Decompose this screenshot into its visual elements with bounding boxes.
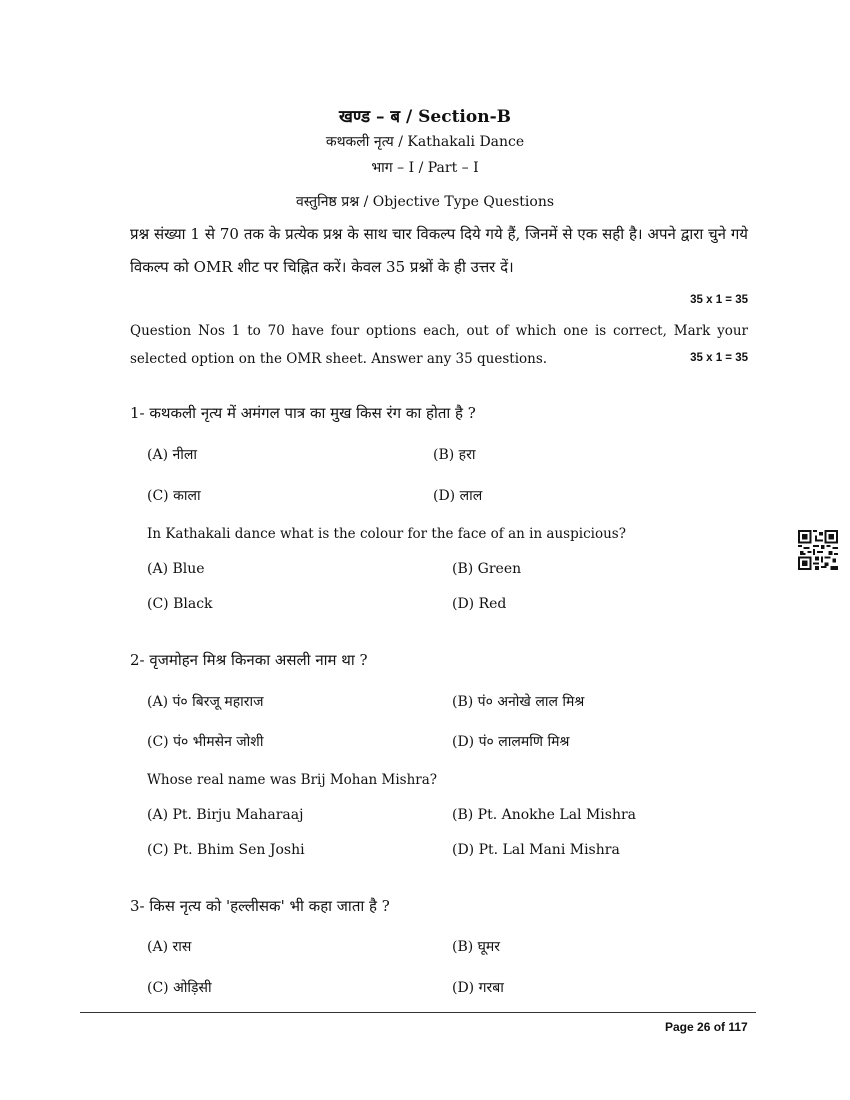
page-number: Page 26 of 117	[665, 1020, 748, 1034]
q2-hi-option-a: (A) पं० बिरजू महाराज	[147, 694, 264, 710]
q2-en-option-c: (C) Pt. Bhim Sen Joshi	[147, 842, 305, 858]
q1-en-option-a: (A) Blue	[147, 561, 205, 577]
section-title: खण्ड – ब / Section-B	[338, 107, 512, 127]
q1-en-option-d: (D) Red	[452, 596, 507, 612]
q2-en-option-b: (B) Pt. Anokhe Lal Mishra	[452, 807, 637, 823]
q3-hi-option-d: (D) गरबा	[452, 980, 504, 996]
q1-hi-option-d: (D) लाल	[433, 488, 483, 504]
marks-hindi: 35 x 1 = 35	[690, 294, 748, 306]
footer-divider	[80, 1012, 756, 1013]
part-title: भाग – I / Part – I	[371, 160, 479, 176]
q1-en-option-b: (B) Green	[452, 561, 522, 577]
q1-en-option-c: (C) Black	[147, 596, 213, 612]
q1-hi-option-a: (A) नीला	[147, 447, 197, 463]
instructions-hindi: प्रश्न संख्या 1 से 70 तक के प्रत्येक प्रश्न के साथ चार विकल्प दिये गये हैं, जिनमें से एक सही है। अपने द्वारा चुने गये विकल्प को OMR शीट पर चिह्नित करें। केवल 35 प्रश्नों के ही उत्तर दें।	[130, 225, 748, 276]
q2-hi-option-b: (B) पं० अनोखे लाल मिश्र	[452, 694, 585, 710]
question-1-english: In Kathakali dance what is the colour for the face of an in auspicious?	[147, 526, 626, 542]
question-type-title: वस्तुनिष्ठ प्रश्न / Objective Type Questions	[295, 194, 555, 210]
q3-hi-option-c: (C) ओड़िसी	[147, 980, 212, 996]
subject-title: कथकली नृत्य / Kathakali Dance	[325, 134, 525, 150]
q2-en-option-d: (D) Pt. Lal Mani Mishra	[452, 842, 620, 858]
q1-hi-option-b: (B) हरा	[433, 447, 476, 463]
q2-hi-option-d: (D) पं० लालमणि मिश्र	[452, 734, 570, 750]
marks-english: 35 x 1 = 35	[690, 352, 748, 364]
q2-en-option-a: (A) Pt. Birju Maharaaj	[147, 807, 304, 823]
question-3-hindi: 3- किस नृत्य को 'हल्लीसक' भी कहा जाता है ?	[130, 897, 390, 915]
question-2-english: Whose real name was Brij Mohan Mishra?	[147, 772, 438, 788]
qr-code-icon	[798, 530, 838, 570]
q1-hi-option-c: (C) काला	[147, 488, 201, 504]
question-1-hindi: 1- कथकली नृत्य में अमंगल पात्र का मुख किस रंग का होता है ?	[130, 404, 476, 422]
q3-hi-option-b: (B) घूमर	[452, 939, 501, 955]
instructions-english: Question Nos 1 to 70 have four options each, out of which one is correct, Mark your selected option on the OMR sheet. Answer any 35 questions.	[130, 323, 748, 367]
q3-hi-option-a: (A) रास	[147, 939, 192, 955]
q2-hi-option-c: (C) पं० भीमसेन जोशी	[147, 734, 264, 750]
question-2-hindi: 2- वृजमोहन मिश्र किनका असली नाम था ?	[130, 651, 368, 669]
